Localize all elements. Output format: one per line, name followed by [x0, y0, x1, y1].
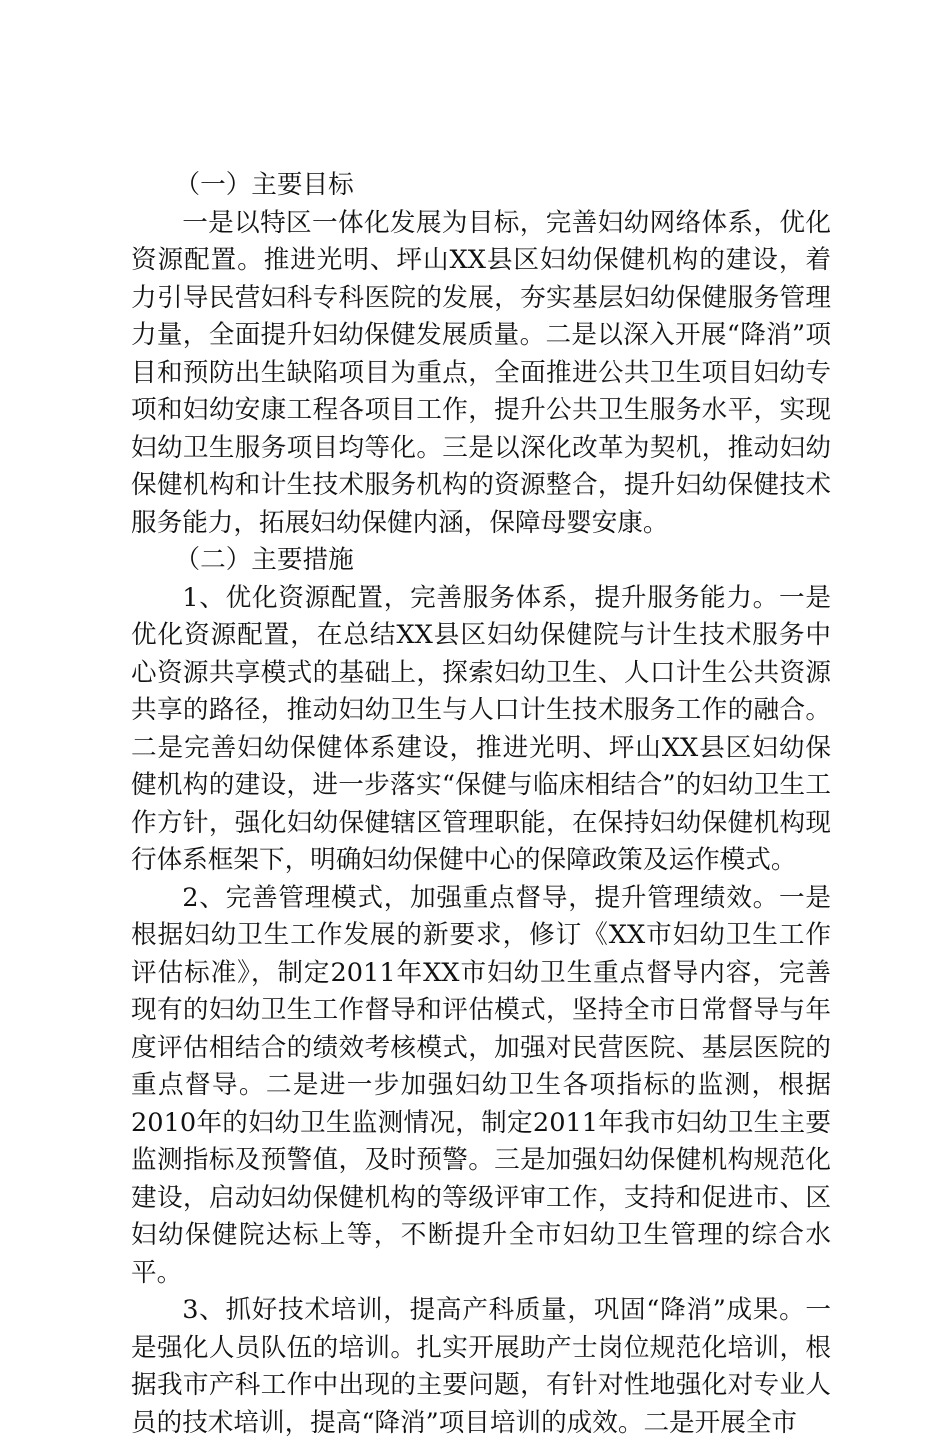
document-body [131, 167, 831, 1442]
section-heading-goals: （一）主要目标 [174, 170, 354, 200]
paragraph-measure-2: 2、完善管理模式，加强重点督导，提升管理绩效。一是根据妇幼卫生工作发展的新要求，修订《XX市妇幼卫生工作评估标准》，制定2011年XX市妇幼卫生重点督导内容，完善现有的妇幼卫生工作督导和评估模式，坚持全市日常督导与年度评估相结合的绩效考核模式，加强对民营医院、基层医院的重点督导。二是进一步加强妇幼卫生各项指标的监测，根据2010年的妇幼卫生监测情况，制定2011年我市妇幼卫生主要监测指标及预警值，及时预警。三是加强妇幼保健机构规范化建设，启动妇幼保健机构的等级评审工作，支持和促进市、区妇幼保健院达标上等，不断提升全市妇幼卫生管理的综合水平。 [131, 882, 831, 1288]
section-heading-measures: （二）主要措施 [174, 545, 354, 575]
paragraph-goals: 一是以特区一体化发展为目标，完善妇幼网络体系，优化资源配置。推进光明、坪山XX县区妇幼保健机构的建设，着力引导民营妇科专科医院的发展，夯实基层妇幼保健服务管理力量，全面提升妇幼保健发展质量。二是以深入开展“降消”项目和预防出生缺陷项目为重点，全面推进公共卫生项目妇幼专项和妇幼安康工程各项目工作，提升公共卫生服务水平，实现妇幼卫生服务项目均等化。三是以深化改革为契机，推动妇幼保健机构和计生技术服务机构的资源整合，提升妇幼保健技术服务能力，拓展妇幼保健内涵，保障母婴安康。 [131, 207, 831, 538]
paragraph-measure-1: 1、优化资源配置，完善服务体系，提升服务能力。一是优化资源配置，在总结XX县区妇幼保健院与计生技术服务中心资源共享模式的基础上，探索妇幼卫生、人口计生公共资源共享的路径，推动妇幼卫生与人口计生技术服务工作的融合。二是完善妇幼保健体系建设，推进光明、坪山XX县区妇幼保健机构的建设，进一步落实“保健与临床相结合”的妇幼卫生工作方针，强化妇幼保健辖区管理职能，在保持妇幼保健机构现行体系框架下，明确妇幼保健中心的保障政策及运作模式。 [131, 582, 831, 875]
paragraph-measure-3: 3、抓好技术培训，提高产科质量，巩固“降消”成果。一是强化人员队伍的培训。扎实开展助产士岗位规范化培训，根据我市产科工作中出现的主要问题，有针对性地强化对专业人员的技术培训，提高“降消”项目培训的成效。二是开展全市 [131, 1295, 831, 1438]
